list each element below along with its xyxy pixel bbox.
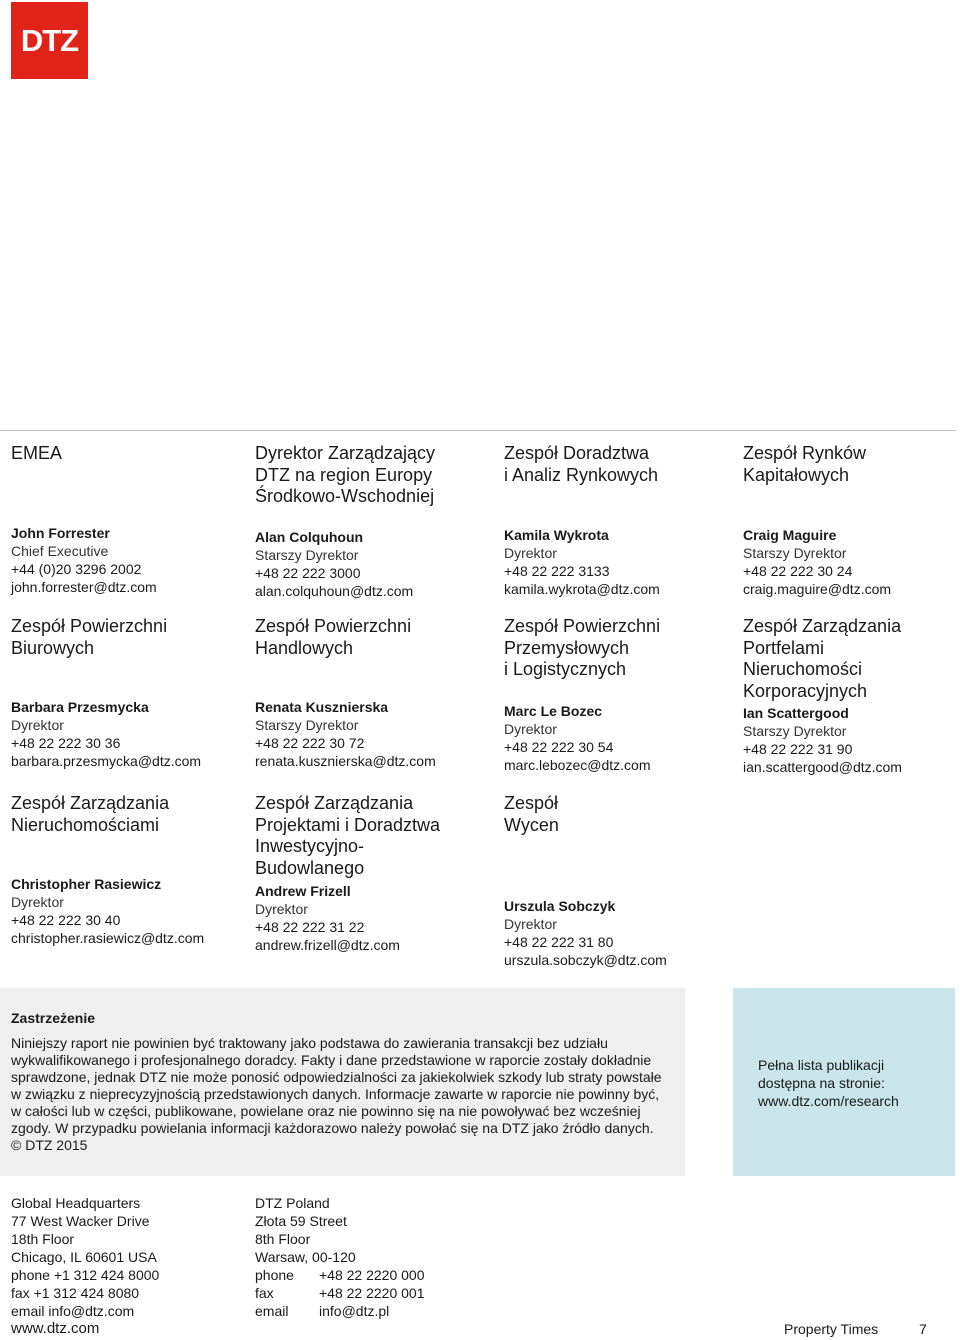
- contact-name: Andrew Frizell: [255, 883, 351, 899]
- disclaimer-box: [0, 988, 685, 1176]
- address-line: Warsaw, 00-120: [255, 1249, 356, 1265]
- contact-email[interactable]: alan.colquhoun@dtz.com: [255, 583, 414, 599]
- contact-name: Ian Scattergood: [743, 705, 849, 721]
- contact-email[interactable]: kamila.wykrota@dtz.com: [504, 581, 660, 597]
- disclaimer-line: w związku z nieprecyzyjnością przedstawionych danych. Informacje zawarte w raporcie nie powinny być,: [11, 1086, 660, 1102]
- contact-phone: +48 22 222 31 22: [255, 919, 365, 935]
- team-section: [504, 616, 660, 681]
- contact-card: [11, 875, 204, 947]
- team-heading-line: Zespół Rynków: [743, 443, 867, 463]
- contact-row: [255, 1284, 425, 1302]
- team-heading-line: Środkowo-Wschodniej: [255, 486, 435, 506]
- address-line: Chicago, IL 60601 USA: [11, 1249, 157, 1265]
- address-line: email info@dtz.com: [11, 1303, 135, 1319]
- team-heading: [11, 443, 62, 465]
- contact-phone: +48 22 222 3133: [504, 563, 610, 579]
- address-line: 18th Floor: [11, 1231, 75, 1247]
- disclaimer-line: sprawdzone, jednak DTZ nie może ponosić odpowiedzialności za jakiekolwiek szkody lub straty powstałe: [11, 1069, 662, 1085]
- team-heading-line: Nieruchomości: [743, 659, 863, 679]
- team-heading-line: Zespół: [504, 793, 559, 813]
- team-heading: [11, 616, 167, 659]
- contact-email[interactable]: christopher.rasiewicz@dtz.com: [11, 930, 205, 946]
- disclaimer-line: Niniejszy raport nie powinien być traktowany jako podstawa do zawierania transakcji bez udziału: [11, 1035, 608, 1051]
- contact-title: Dyrektor: [11, 717, 64, 733]
- contact-card: [11, 698, 201, 770]
- contact-card: [255, 698, 436, 770]
- team-heading: [504, 443, 658, 486]
- dtz-poland-address: [255, 1194, 425, 1320]
- contact-name: John Forrester: [11, 525, 110, 541]
- team-section: [11, 443, 62, 465]
- team-heading-line: Zespół Zarządzania: [11, 793, 170, 813]
- contact-phone: +44 (0)20 3296 2002: [11, 561, 142, 577]
- contact-name: Craig Maguire: [743, 527, 837, 543]
- contact-name: Alan Colquhoun: [255, 529, 364, 545]
- contact-card: [11, 524, 157, 596]
- contact-name: Renata Kusznierska: [255, 699, 389, 715]
- team-section: [255, 793, 440, 879]
- contact-title: Dyrektor: [255, 901, 308, 917]
- website-link[interactable]: www.dtz.com: [11, 1320, 100, 1337]
- contact-label: phone: [255, 1267, 294, 1283]
- team-heading-line: Budowlanego: [255, 857, 365, 878]
- team-heading-line: Zespół Doradztwa: [504, 443, 650, 463]
- team-heading: [743, 443, 866, 486]
- disclaimer-line: wykwalifikowanego i profesjonalnego doradcy. Fakty i dane przedstawione w raporcie zostały dokładnie: [11, 1052, 652, 1068]
- team-heading-line: Przemysłowych: [504, 637, 630, 658]
- contact-title: Starszy Dyrektor: [255, 717, 359, 733]
- team-heading-line: Dyrektor Zarządzający: [255, 443, 436, 463]
- contact-row: [255, 1302, 425, 1320]
- contact-name: Urszula Sobczyk: [504, 898, 616, 914]
- contact-row: [255, 1266, 425, 1284]
- team-heading-line: i Logistycznych: [504, 659, 627, 679]
- contact-label: fax: [255, 1285, 274, 1301]
- global-headquarters-address: [11, 1194, 159, 1320]
- team-heading-line: Zespół Zarządzania: [255, 793, 414, 813]
- team-heading: [255, 443, 435, 508]
- contact-card: [504, 526, 660, 598]
- contact-email[interactable]: ian.scattergood@dtz.com: [743, 759, 902, 775]
- disclaimer-line: w całości lub w części, publikowane, powielane oraz nie powinno się na nie powoływać bez wcześniej: [11, 1103, 641, 1119]
- contact-phone: +48 22 222 30 40: [11, 912, 121, 928]
- team-heading-line: Wycen: [504, 814, 559, 835]
- team-heading-line: Portfelami: [743, 637, 825, 658]
- team-heading-line: Nieruchomościami: [11, 814, 160, 835]
- address-line: DTZ Poland: [255, 1195, 330, 1211]
- disclaimer-title: Zastrzeżenie: [11, 1010, 96, 1026]
- page-number: 7: [919, 1321, 927, 1337]
- address-line: 77 West Wacker Drive: [11, 1213, 150, 1229]
- team-heading: [743, 616, 901, 702]
- contact-email[interactable]: john.forrester@dtz.com: [11, 579, 157, 595]
- publications-line: Pełna lista publikacji: [758, 1057, 885, 1073]
- contact-title: Starszy Dyrektor: [743, 545, 847, 561]
- contact-phone: +48 22 222 30 54: [504, 739, 614, 755]
- team-heading-line: Inwestycyjno-: [255, 836, 365, 856]
- contact-phone: +48 22 222 30 24: [743, 563, 853, 579]
- team-heading-line: Handlowych: [255, 637, 354, 658]
- contact-card: [504, 702, 650, 774]
- contact-phone: +48 22 222 31 80: [504, 934, 614, 950]
- contact-email[interactable]: andrew.frizell@dtz.com: [255, 937, 400, 953]
- contact-title: Starszy Dyrektor: [255, 547, 359, 563]
- contact-value: +48 22 2220 001: [319, 1285, 425, 1301]
- publications-line: www.dtz.com/research: [758, 1093, 899, 1109]
- address-line: Złota 59 Street: [255, 1213, 347, 1229]
- contact-value: +48 22 2220 000: [319, 1267, 425, 1283]
- team-section: [743, 616, 901, 702]
- contact-card: [743, 704, 902, 776]
- team-heading: [504, 616, 660, 681]
- disclaimer-line: zgody. W przypadku powielania informacji każdorazowo należy powołać się na DTZ jako źródło danych.: [11, 1120, 654, 1136]
- team-heading-line: Zespół Powierzchni: [504, 616, 661, 636]
- team-heading: [504, 793, 559, 836]
- contact-name: Christopher Rasiewicz: [11, 876, 162, 892]
- team-heading-line: Zespół Powierzchni: [11, 616, 168, 636]
- contact-email[interactable]: craig.maguire@dtz.com: [743, 581, 892, 597]
- contact-email[interactable]: marc.lebozec@dtz.com: [504, 757, 651, 773]
- contact-phone: +48 22 222 30 72: [255, 735, 365, 751]
- contact-email[interactable]: renata.kusznierska@dtz.com: [255, 753, 436, 769]
- contact-title: Dyrektor: [504, 545, 557, 561]
- team-section: [11, 616, 167, 659]
- publication-name: Property Times: [784, 1321, 879, 1337]
- team-section: [255, 616, 411, 659]
- contact-email[interactable]: barbara.przesmycka@dtz.com: [11, 753, 202, 769]
- team-section: [11, 793, 169, 836]
- contact-card: [255, 882, 400, 954]
- team-heading-line: Projektami i Doradztwa: [255, 814, 441, 835]
- address-line: 8th Floor: [255, 1231, 311, 1247]
- contact-card: [743, 526, 891, 598]
- disclaimer-line: © DTZ 2015: [11, 1137, 88, 1153]
- address-line: fax +1 312 424 8080: [11, 1285, 140, 1301]
- contact-card: [504, 897, 667, 969]
- team-section: [255, 443, 435, 508]
- team-heading-line: Zespół Powierzchni: [255, 616, 412, 636]
- contact-card: [255, 528, 413, 600]
- contact-label: email: [255, 1303, 289, 1319]
- contact-name: Kamila Wykrota: [504, 527, 609, 543]
- contact-phone: +48 22 222 3000: [255, 565, 361, 581]
- team-heading: [11, 793, 169, 836]
- team-section: [504, 443, 658, 486]
- team-heading: [255, 793, 440, 879]
- contact-name: Marc Le Bozec: [504, 703, 603, 719]
- contact-title: Dyrektor: [504, 721, 557, 737]
- contact-title: Dyrektor: [11, 894, 64, 910]
- team-heading: [255, 616, 411, 659]
- contact-phone: +48 22 222 31 90: [743, 741, 853, 757]
- team-heading-line: i Analiz Rynkowych: [504, 464, 659, 485]
- team-heading-line: Korporacyjnych: [743, 680, 868, 701]
- team-section: [743, 443, 866, 486]
- team-heading-line: Biurowych: [11, 637, 95, 658]
- publications-box: [733, 988, 955, 1176]
- team-heading-line: Zespół Zarządzania: [743, 616, 902, 636]
- address-line: Global Headquarters: [11, 1195, 141, 1211]
- dtz-logo: DTZ: [11, 2, 88, 79]
- contact-name: Barbara Przesmycka: [11, 699, 149, 715]
- team-section: [504, 793, 559, 836]
- team-heading-line: Kapitałowych: [743, 464, 850, 485]
- section-divider: [0, 430, 956, 431]
- address-line: phone +1 312 424 8000: [11, 1267, 160, 1283]
- contact-value[interactable]: info@dtz.pl: [319, 1303, 390, 1319]
- contact-email[interactable]: urszula.sobczyk@dtz.com: [504, 952, 667, 968]
- team-heading-line: DTZ na region Europy: [255, 464, 433, 485]
- contact-title: Dyrektor: [504, 916, 557, 932]
- publications-line: dostępna na stronie:: [758, 1075, 885, 1091]
- contact-title: Starszy Dyrektor: [743, 723, 847, 739]
- team-heading-line: EMEA: [11, 443, 63, 463]
- contact-title: Chief Executive: [11, 543, 109, 559]
- contact-phone: +48 22 222 30 36: [11, 735, 121, 751]
